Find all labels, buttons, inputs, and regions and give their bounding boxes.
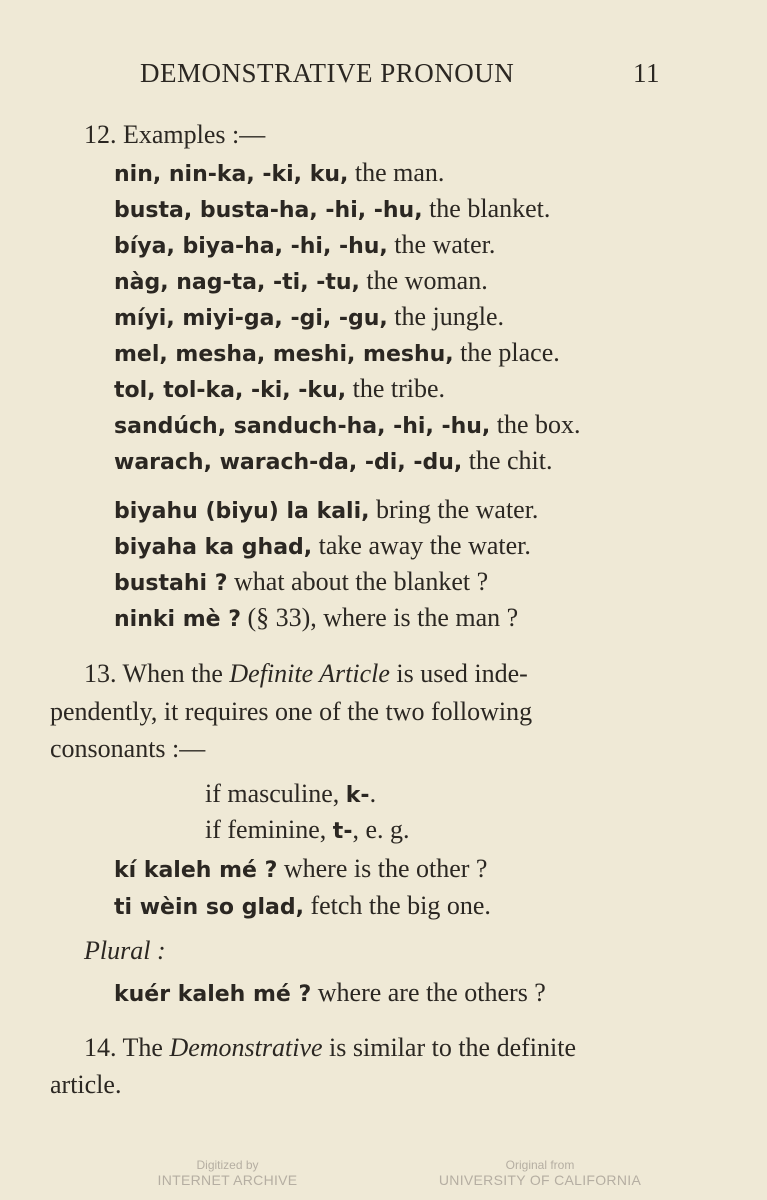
masculine-rule: if masculine, k-. (205, 779, 377, 808)
original-from: Original from UNIVERSITY OF CALIFORNIA (438, 1158, 642, 1188)
phrase-line: ninki mè ? (§ 33), where is the man ? (114, 603, 519, 632)
section-14-line-1: 14. The Demonstrative is similar to the definite (84, 1033, 576, 1062)
example-line: kí kaleh mé ? where is the other ? (114, 854, 488, 883)
example-line: kuér kaleh mé ? where are the others ? (114, 978, 546, 1007)
example-line: nin, nin-ka, -ki, ku, the man. (114, 158, 445, 187)
example-line: ti wèin so glad, fetch the big one. (114, 891, 491, 920)
feminine-rule: if feminine, t-, e. g. (205, 815, 410, 844)
phrase-line: biyaha ka ghad, take away the water. (114, 531, 531, 560)
section-12-lead: 12. Examples :— (84, 120, 266, 149)
example-line: nàg, nag-ta, -ti, -tu, the woman. (114, 266, 488, 295)
example-line: bíya, biya-ha, -hi, -hu, the water. (114, 230, 496, 259)
example-line: sandúch, sanduch-ha, -hi, -hu, the box. (114, 410, 581, 439)
page-number: 11 (633, 58, 660, 88)
running-header (140, 58, 660, 89)
running-title: DEMONSTRATIVE PRONOUN (140, 58, 515, 88)
example-line: míyi, miyi-ga, -gi, -gu, the jungle. (114, 302, 505, 331)
example-line: tol, tol-ka, -ki, -ku, the tribe. (114, 374, 446, 403)
section-13-line-1: 13. When the Definite Article is used inde- (84, 659, 528, 688)
section-14-line-2: article. (50, 1070, 122, 1099)
digitized-by: Digitized by INTERNET ARCHIVE (157, 1158, 298, 1188)
section-13-line-3: consonants :— (50, 734, 206, 763)
section-13-line-2: pendently, it requires one of the two following (50, 697, 533, 726)
phrase-line: biyahu (biyu) la kali, bring the water. (114, 495, 539, 524)
example-line: busta, busta-ha, -hi, -hu, the blanket. (114, 194, 551, 223)
plural-label: Plural : (84, 936, 166, 965)
example-line: warach, warach-da, -di, -du, the chit. (114, 446, 553, 475)
phrase-line: bustahi ? what about the blanket ? (114, 567, 489, 596)
example-line: mel, mesha, meshi, meshu, the place. (114, 338, 560, 367)
